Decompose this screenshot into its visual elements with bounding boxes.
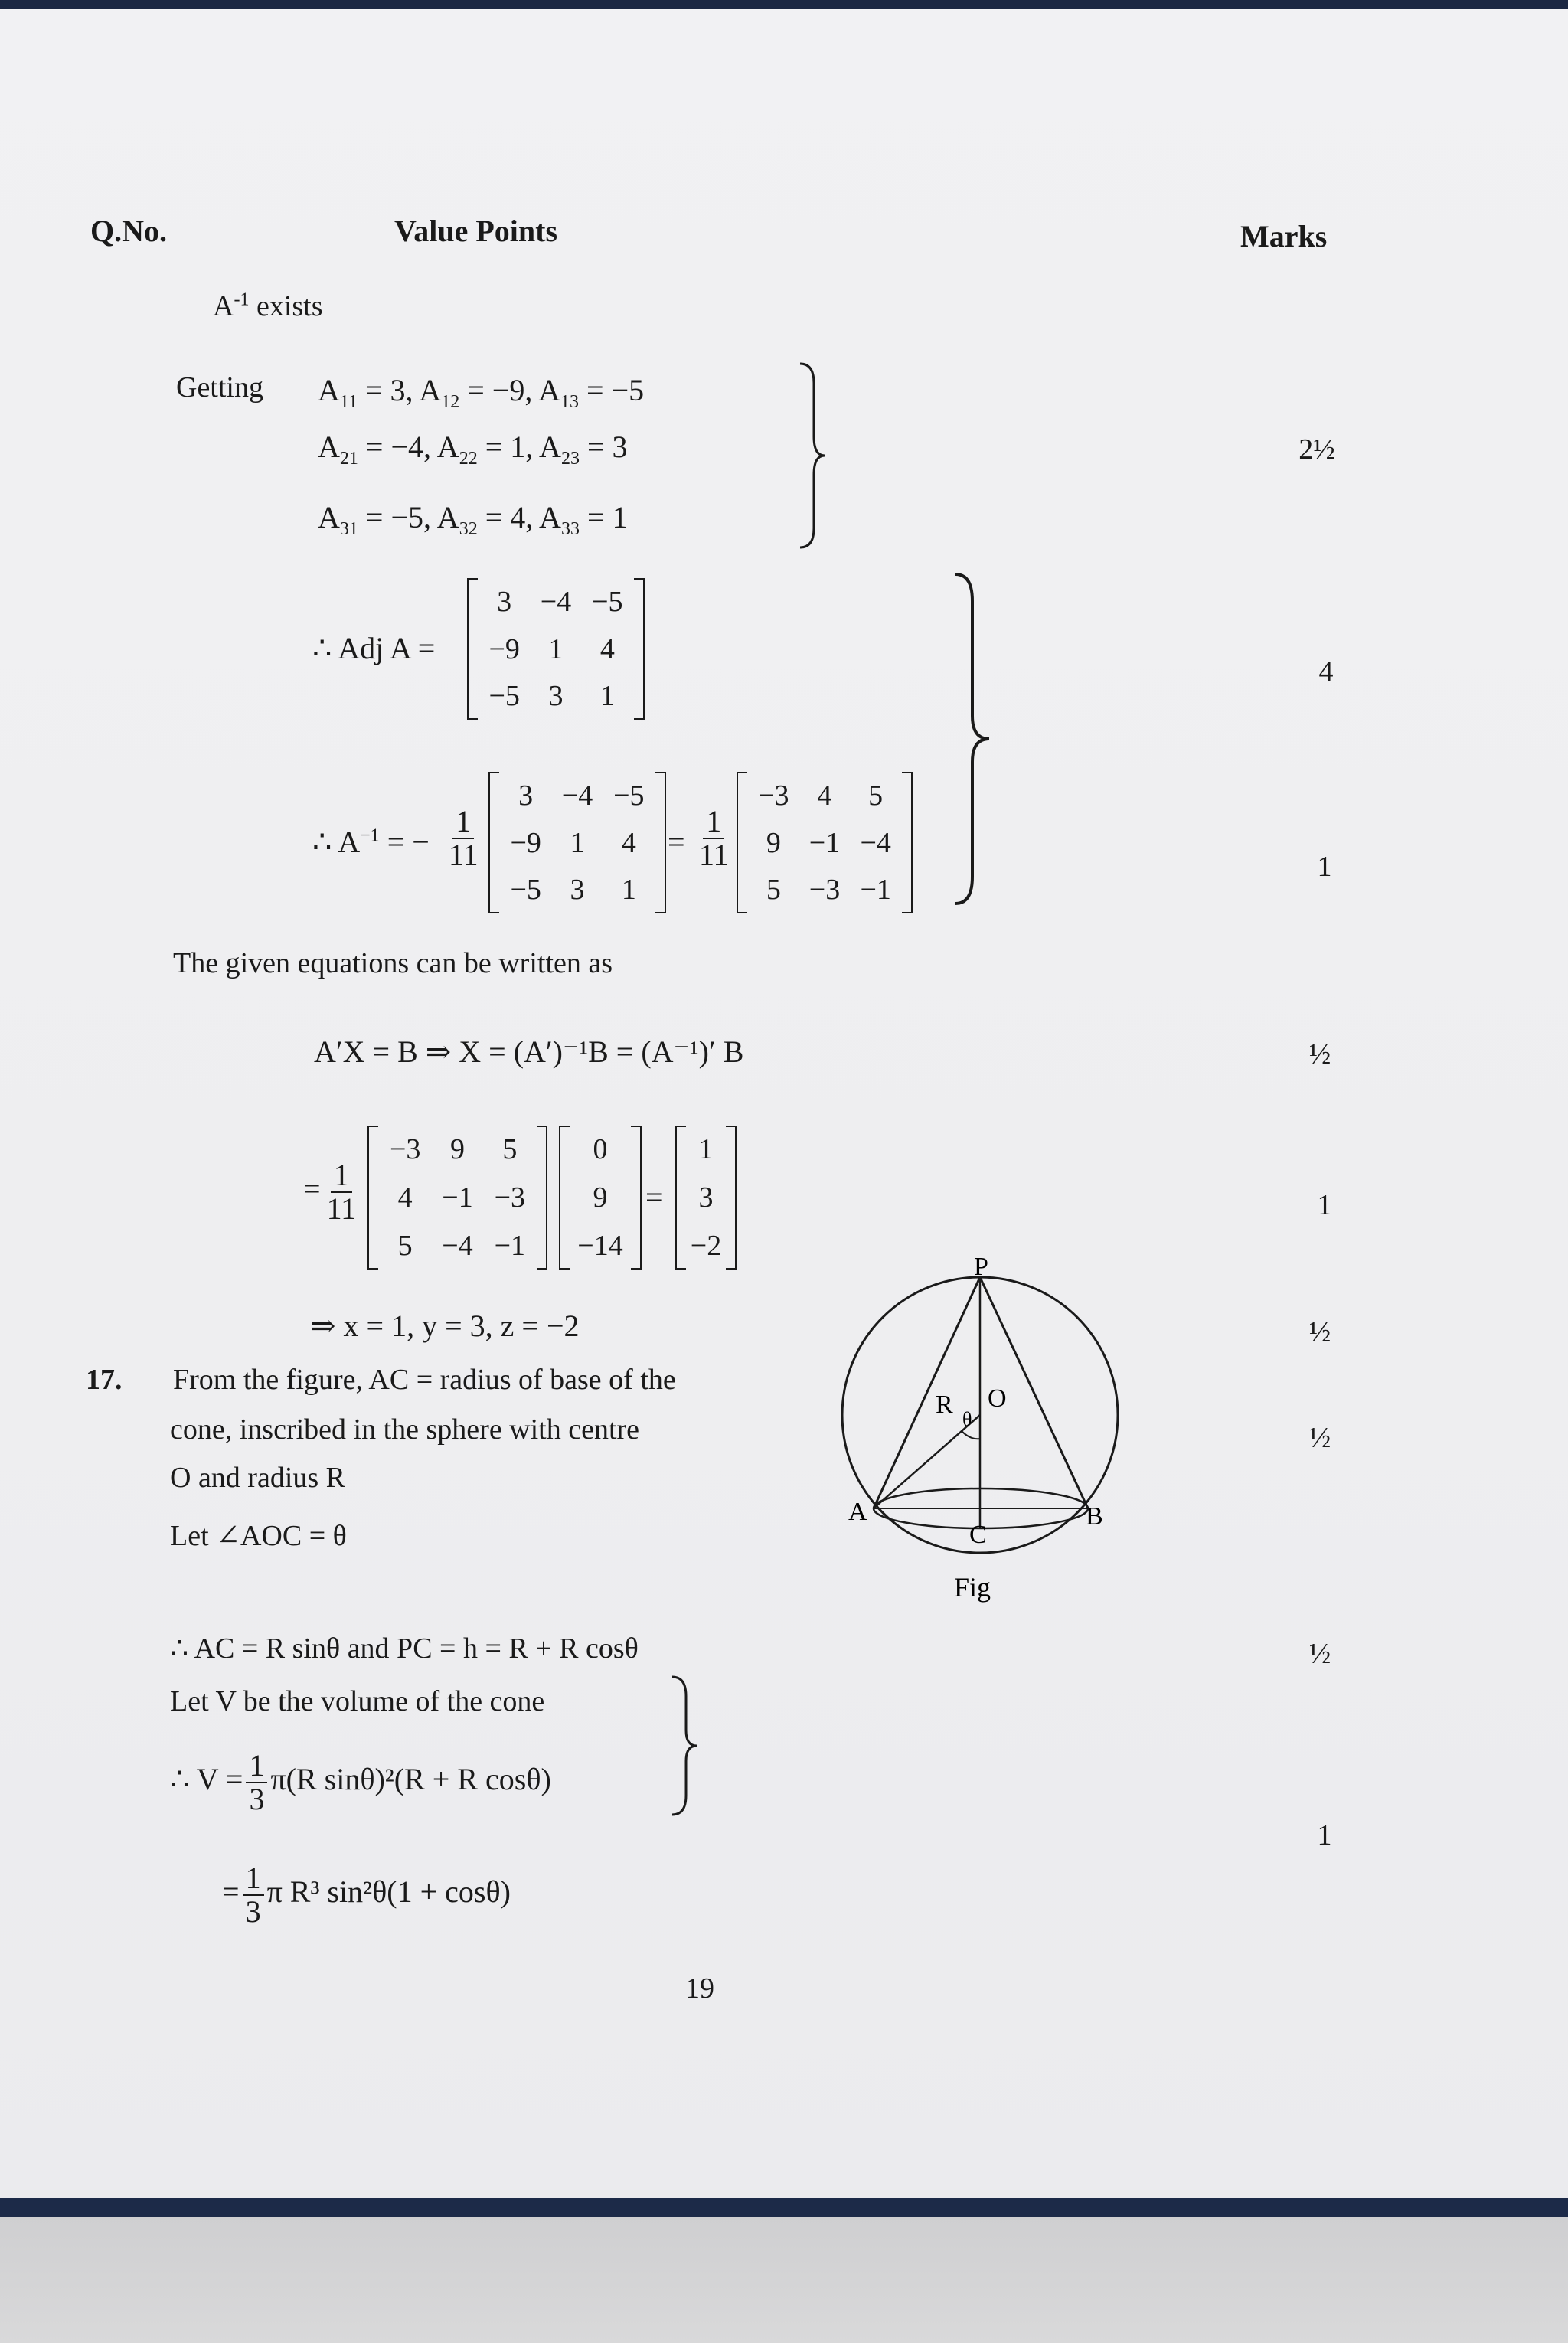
matrix-cell: −3 xyxy=(808,874,841,907)
cofactor-row-2: $A_{21} = -4$, $A_{22} = 1$, $A_{23} = 3$ xyxy=(318,430,628,469)
matrix-cell: 4 xyxy=(621,826,636,859)
matrix-cell: 4 xyxy=(397,1181,413,1214)
matrix-cell: 5 xyxy=(397,1229,413,1262)
label-C: C xyxy=(969,1521,987,1549)
solution-b-vector xyxy=(559,1126,642,1270)
matrix-cell: 1 xyxy=(698,1133,714,1166)
matrix-cell: −4 xyxy=(540,585,572,618)
matrix-cell: 9 xyxy=(766,826,781,859)
matrix-cell: −14 xyxy=(577,1229,623,1262)
ac-pc-line: ∴ AC = R sinθ and PC = h = R + R cosθ xyxy=(170,1632,639,1665)
page-number: 19 xyxy=(685,1972,714,2005)
adj-ainv-brace xyxy=(949,570,1003,907)
mark-9: 1 xyxy=(1317,1819,1332,1851)
matrix-cell: −5 xyxy=(510,874,541,907)
ainv-exists: $A^{-1}$ exists xyxy=(213,289,323,322)
volume-brace xyxy=(666,1673,704,1819)
solution-coefficient-matrix xyxy=(368,1126,547,1270)
ainv-fraction-2: $\frac{1}{11}$ xyxy=(699,804,729,872)
label-A: A xyxy=(848,1498,867,1526)
label-theta: θ xyxy=(962,1408,972,1430)
matrix-cell: 5 xyxy=(766,874,781,907)
ainv-matrix-right xyxy=(737,772,913,913)
matrix-cell: −1 xyxy=(808,826,841,859)
solution-equals-fraction: = $\frac{1}{11}$ xyxy=(303,1158,357,1226)
label-B: B xyxy=(1086,1502,1103,1531)
mark-7: ½ xyxy=(1308,1422,1331,1454)
matrix-cell: −4 xyxy=(442,1229,473,1262)
matrix-cell: 1 xyxy=(599,680,615,713)
matrix-cell: −3 xyxy=(494,1181,526,1214)
matrix-cell: 9 xyxy=(593,1181,608,1214)
ainv-label: ∴ $A^{-1}$ = − xyxy=(312,825,430,859)
figure-caption: Fig xyxy=(954,1572,991,1603)
matrix-cell: 9 xyxy=(450,1133,465,1166)
cofactor-row-1: $A_{11} = 3$, $A_{12} = -9$, $A_{13} = -5$ xyxy=(318,373,645,412)
matrix-cell: 3 xyxy=(548,680,564,713)
matrix-cell: 3 xyxy=(518,779,534,812)
matrix-cell: −4 xyxy=(860,826,891,859)
q17-line-1: From the figure, AC = radius of base of the xyxy=(173,1364,676,1396)
label-P: P xyxy=(974,1253,988,1281)
label-R: R xyxy=(936,1390,953,1419)
label-O: O xyxy=(988,1384,1007,1413)
matrix-cell: −5 xyxy=(488,680,520,713)
matrix-cell: 5 xyxy=(502,1133,518,1166)
matrix-cell: 3 xyxy=(698,1181,714,1214)
matrix-cell: −1 xyxy=(442,1181,473,1214)
matrix-cell: −5 xyxy=(592,585,623,618)
q17-line-3: O and radius R xyxy=(170,1462,346,1494)
mark-8: ½ xyxy=(1308,1638,1331,1670)
q17-line-4: Let ∠AOC = θ xyxy=(170,1520,347,1552)
matrix-cell: 4 xyxy=(817,779,832,812)
header-qno: Q.No. xyxy=(90,214,167,248)
getting-label: Getting xyxy=(176,371,263,404)
mark-4: ½ xyxy=(1308,1038,1331,1070)
adj-matrix xyxy=(467,578,645,720)
solution-x-vector xyxy=(675,1126,737,1270)
header-marks: Marks xyxy=(1240,219,1328,253)
matrix-cell: 1 xyxy=(548,632,564,665)
matrix-cell: −1 xyxy=(860,874,891,907)
ainv-fraction: $\frac{1}{11}$ xyxy=(449,804,479,872)
mark-6: ½ xyxy=(1308,1316,1331,1348)
mark-2: 4 xyxy=(1318,655,1334,688)
given-equations-text: The given equations can be written as xyxy=(173,947,613,979)
matrix-cell: −9 xyxy=(488,632,520,665)
mark-5: 1 xyxy=(1317,1189,1332,1221)
cofactor-row-3: $A_{31} = -5$, $A_{32} = 4$, $A_{33} = 1$ xyxy=(318,500,628,539)
matrix-cell: −2 xyxy=(690,1229,722,1262)
matrix-cell: −4 xyxy=(561,779,593,812)
scan-top-edge xyxy=(0,0,1568,9)
equation-line: A′X = B ⇒ X = (A′)⁻¹B = (A⁻¹)′ B xyxy=(314,1034,744,1069)
cone-sphere-figure xyxy=(827,1244,1133,1612)
adj-label: ∴ Adj A = xyxy=(312,631,436,665)
matrix-cell: −1 xyxy=(494,1229,526,1262)
matrix-cell: 0 xyxy=(593,1133,608,1166)
volume-formula: ∴ V = $\frac{1}{3}$ π(R sinθ)²(R + R cosθ) xyxy=(170,1748,551,1816)
matrix-cell: 3 xyxy=(570,874,585,907)
question-17-number: 17. xyxy=(86,1364,122,1396)
matrix-cell: 4 xyxy=(599,632,615,665)
q17-line-2: cone, inscribed in the sphere with centre xyxy=(170,1413,640,1446)
header-value-points: Value Points xyxy=(394,214,558,248)
matrix-cell: −9 xyxy=(510,826,541,859)
matrix-cell: 3 xyxy=(497,585,512,618)
solution-result: ⇒ x = 1, y = 3, z = −2 xyxy=(310,1309,580,1343)
theta-arc xyxy=(962,1431,980,1439)
matrix-cell: −3 xyxy=(758,779,789,812)
cofactor-brace xyxy=(792,360,831,551)
matrix-cell: −3 xyxy=(389,1133,421,1166)
matrix-cell: 1 xyxy=(570,826,585,859)
matrix-cell: 1 xyxy=(621,874,636,907)
mark-1: 2½ xyxy=(1298,433,1335,466)
solution-equals: = xyxy=(645,1180,663,1214)
volume-formula-simplified: = $\frac{1}{3}$ π R³ sin²θ(1 + cosθ) xyxy=(222,1861,511,1929)
volume-definition: Let V be the volume of the cone xyxy=(170,1685,545,1717)
matrix-cell: −5 xyxy=(613,779,645,812)
ainv-matrix-left xyxy=(488,772,666,913)
mark-3: 1 xyxy=(1317,851,1332,883)
ainv-equals: = xyxy=(668,825,685,859)
matrix-cell: 5 xyxy=(868,779,884,812)
scan-bottom-edge xyxy=(0,2198,1568,2343)
